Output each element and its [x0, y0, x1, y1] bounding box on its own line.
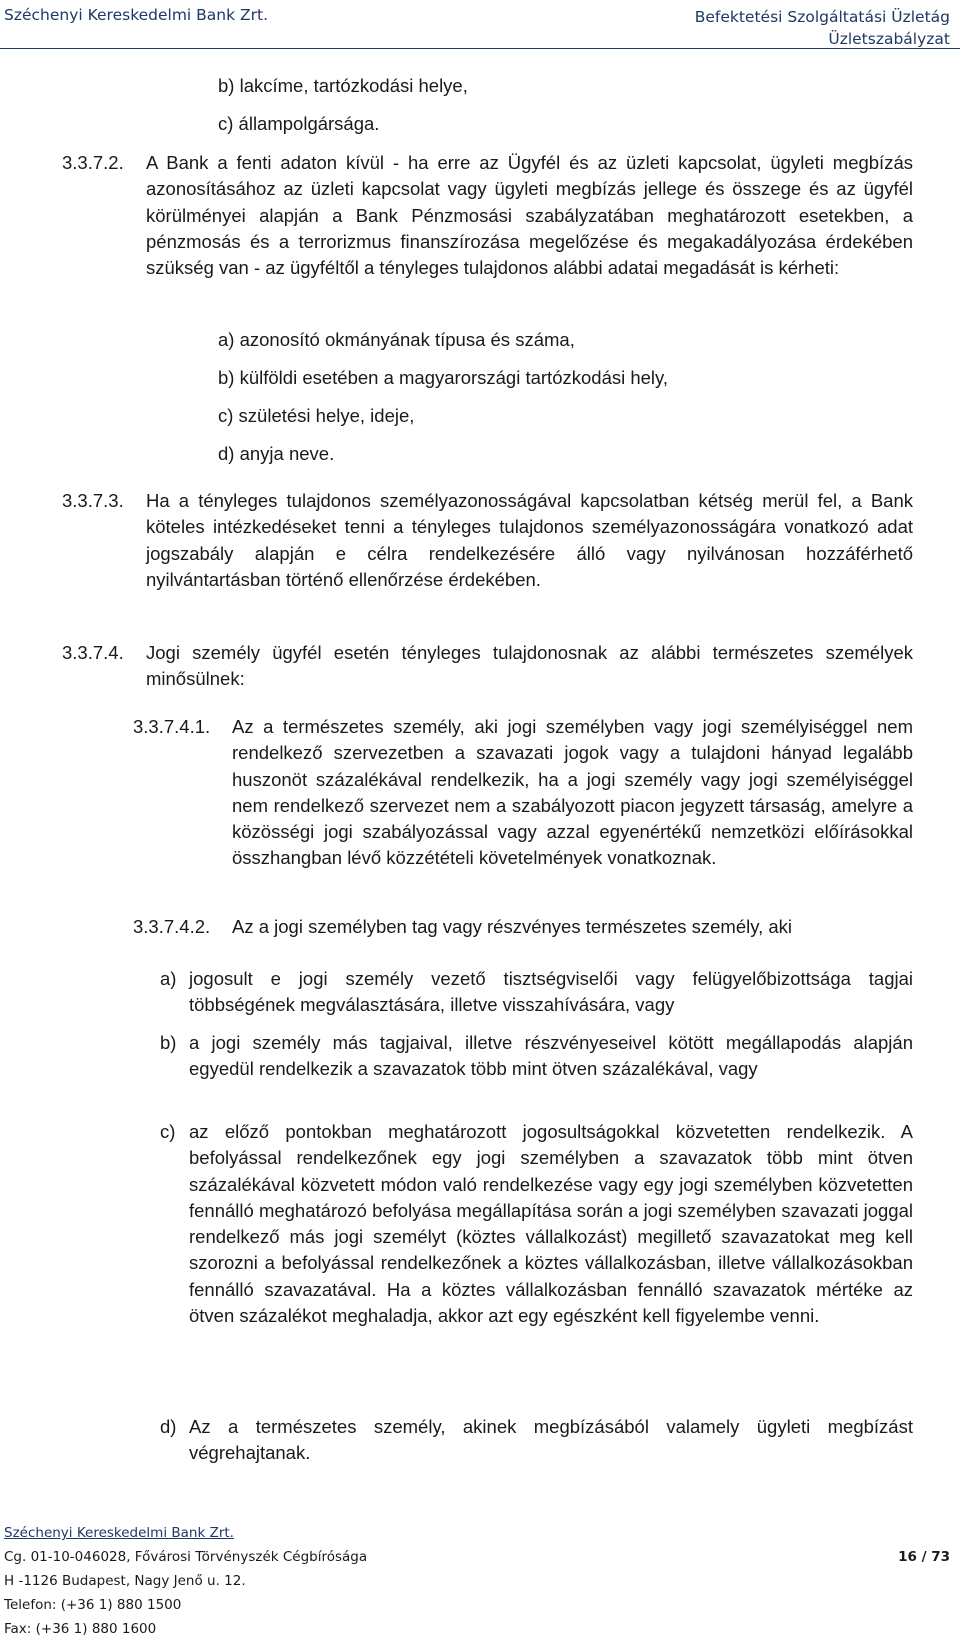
section-text-3-3-7-4-2: Az a jogi személyben tag vagy részvényes természetes személy, aki [232, 916, 793, 937]
page-header [0, 0, 960, 52]
list-item: d) anyja neve. [218, 443, 335, 464]
list-item: b) külföldi esetében a magyarországi tartózkodási hely, [218, 367, 669, 388]
header-right [695, 6, 950, 50]
page-number: 16 / 73 [898, 1549, 950, 1565]
section-text-3-3-7-4-1: Az a természetes személy, aki jogi személyben vagy jogi személyiséggel nem rendelkező szervezetben a szavazati jogok vagy a tulajdoni hányad legalább huszonöt százalékával rendelkezik, ha a jogi személy vagy jogi személyiséggel nem rendelkező szervezet nem a szabályozott piacon jegyzett társaság, amelyre a közösségi jogi szabályozással vagy azzal egyenértékű nemzetközi előírásokkal összhangban lévő közzétételi követelmények vonatkoznak. [232, 716, 913, 869]
section-number-3-3-7-2: 3.3.7.2. [62, 152, 124, 173]
section-number-3-3-7-4-2: 3.3.7.4.2. [133, 916, 211, 937]
list-item-label: b) [160, 1032, 177, 1053]
section-text-3-3-7-3: Ha a tényleges tulajdonos személyazonosságával kapcsolatban kétség merül fel, a Bank köteles intézkedéseket tenni a tényleges tulajdonos személyazonosságára vonatkozó adat jogszabály alapján e célra rendelkezésére álló vagy nyilvánosan hozzáférhető nyilvántartásban történő ellenőrzése érdekében. [146, 490, 913, 590]
footer-address: H -1126 Budapest, Nagy Jenő u. 12. [4, 1573, 246, 1589]
header-division: Befektetési Szolgáltatási Üzletág [694, 8, 950, 26]
section-number-3-3-7-4-1: 3.3.7.4.1. [133, 716, 211, 737]
footer-registry: Cg. 01-10-046028, Fővárosi Törvényszék Cégbírósága [4, 1549, 368, 1565]
list-item-text: Az a természetes személy, akinek megbízásából valamely ügyleti megbízást végrehajtanak. [189, 1416, 913, 1464]
list-item-label: a) [160, 968, 177, 989]
section-number-3-3-7-3: 3.3.7.3. [62, 490, 124, 511]
list-item-text: jogosult e jogi személy vezető tisztségviselői vagy felügyelőbizottsága tagjai többségének megválasztására, illetve visszahívására, vagy [189, 968, 913, 1016]
list-item-text: a jogi személy más tagjaival, illetve részvényeseivel kötött megállapodás alapján egyedül rendelkezik a szavazatok több mint ötven százalékával, vagy [189, 1032, 913, 1080]
header-company: Széchenyi Kereskedelmi Bank Zrt. [4, 6, 269, 24]
list-item: a) azonosító okmányának típusa és száma, [218, 329, 575, 350]
header-divider [0, 48, 960, 49]
header-document-title: Üzletszabályzat [828, 30, 950, 48]
section-number-3-3-7-4: 3.3.7.4. [62, 642, 124, 663]
footer-company: Széchenyi Kereskedelmi Bank Zrt. [4, 1525, 234, 1541]
list-item-text: az előző pontokban meghatározott jogosultságokkal közvetetten rendelkezik. A befolyással rendelkezőnek egy jogi személyben a szavazatok több mint ötven százalékával közvetett módon való rendelkezése vagy egy jogi személyben közvetetten fennálló meghatározó befolyása megállapítása során a jogi személyben szavazati joggal rendelkező más jogi személyt (köztes vállalkozást) megillető szavazatokat meg kell szorozni a befolyással rendelkezőnek a köztes vállalkozásban, illetve vállalkozásokban fennálló szavazatával. Ha a köztes vállalkozásban fennálló szavazatok mértéke az ötven százalékot meghaladja, akkor azt egy egészként kell figyelembe venni. [189, 1121, 913, 1327]
list-item-label: d) [160, 1416, 177, 1437]
list-item-label: c) [160, 1121, 176, 1142]
footer-fax: Fax: (+36 1) 880 1600 [4, 1621, 157, 1637]
section-text-3-3-7-4: Jogi személy ügyfél esetén tényleges tulajdonosnak az alábbi természetes személyek minősülnek: [146, 642, 913, 690]
section-text-3-3-7-2: A Bank a fenti adaton kívül - ha erre az Ügyfél és az üzleti kapcsolat, ügyleti megbízás azonosításához az üzleti kapcsolat vagy ügyleti megbízás jellege és összege és az ügyfél körülményei alapján a Bank Pénzmosási szabályzatában meghatározott esetekben, a pénzmosás és a terrorizmus finanszírozása megelőzése és megakadályozása érdekében szükség van - az ügyféltől a tényleges tulajdonos alábbi adatai megadását is kérheti: [146, 152, 913, 279]
list-item-b: b) lakcíme, tartózkodási helye, [218, 75, 468, 96]
footer-phone: Telefon: (+36 1) 880 1500 [4, 1597, 182, 1613]
list-item-c: c) állampolgársága. [218, 113, 380, 134]
list-item: c) születési helye, ideje, [218, 405, 415, 426]
